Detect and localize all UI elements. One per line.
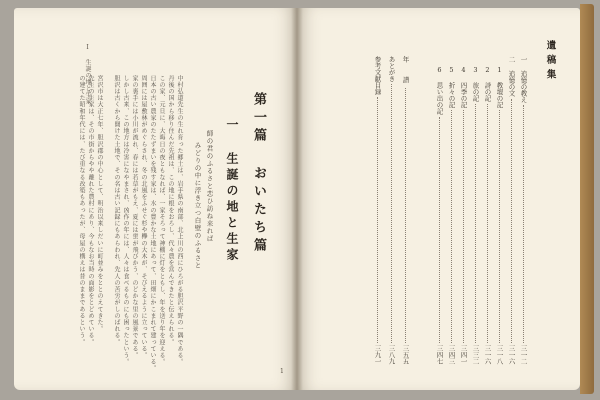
body-text-column: 中村弘道先生の生れ育った郷土は、岩手県の南部、北上川の西にひろがる胆沢平野の一隅である。 [176, 75, 183, 366]
section-title: 一 生誕の地と生家 [225, 118, 239, 264]
toc-entry[interactable]: 1 教壇の記 三一八 [495, 66, 504, 364]
toc-entry-afterword[interactable]: あとがき 三八九 [387, 56, 396, 364]
toc-entry[interactable]: 4 四季の記 三四一 [459, 66, 468, 364]
book-cover-edge [580, 4, 594, 394]
page-number: 1 [280, 368, 284, 375]
toc-entry-nenpu[interactable]: 年 譜 三五五 [401, 56, 410, 364]
toc-entry[interactable]: 6 思い出の記 三四七 [435, 66, 444, 364]
poem-line: みどりの中に浮き立つ白壁のふるさと [193, 142, 202, 270]
body-text-column: この家、元旦に、大晦日の夜ともなれば、一家そろって神棚に灯をともし、年を送り年を迎える。 [158, 75, 165, 366]
running-head: Ⅰ 生誕の地と生家 [84, 44, 91, 105]
chapter-title: 第一篇 おいたち篇 [251, 92, 266, 256]
toc-entry[interactable]: 3 旅の記 三三二 [471, 66, 480, 364]
toc-entry[interactable]: 二 追憶の文 三一六 [507, 56, 516, 364]
book-gutter [291, 8, 303, 390]
body-text-column: 家の裏手には小川が流れ、春には若草がもえ、夏には蛍が飛びかう、のどかな里の風景である。 [131, 75, 138, 359]
toc-entry[interactable]: 一 追憶の教え 三一二 [519, 56, 528, 364]
toc-entry[interactable]: 5 折々の記 三四三 [447, 66, 456, 364]
toc-entry[interactable]: 2 詩の記 三一六 [483, 66, 492, 364]
toc-entry-references[interactable]: 参考文献目録 三九一 [373, 56, 382, 364]
body-text-column: 日本の古い農家のたたずまいを残す家は、水の豊かな土地にあって、田畑にかこまれて建っている。 [149, 75, 156, 372]
body-text-column: 先生の生家は、その市街からやや離れた農村にあり、今もなお当時の面影をとどめている。 [87, 75, 94, 346]
body-text-column: の建てた昭和年代には、たび重なる改築もあったが、母屋の構えは昔のままであるという。 [78, 75, 85, 346]
poem-line: 師の君のふるさと恋ひ訪ね来れば [205, 130, 214, 243]
body-text-column: 胆沢は古くから開けた土地で、その名は古い記録にもあらわれ、先人の苦労がしのばれる。 [113, 75, 120, 346]
toc-title: 遺稿集 [544, 40, 556, 84]
body-text-column: 宮沢市は大正七年、胆沢郡の中心として、明治以来しだいに町並みをととのえてきた。 [96, 75, 103, 333]
body-text-column: 丹後の国から移り住んだ先祖は、この地に根をおろし、代々農を営んできたと伝えられる。 [167, 75, 174, 346]
body-text-column: 周囲には屋敷林がめぐらされ、冬の北風をふせぐ杉や欅の大木が、そびえるように立っている。 [140, 75, 147, 359]
body-text-column: しかし古来、この地方は冷害になやまされ、凶作の年には、人々は食べるものにも困ったという。 [122, 75, 129, 366]
